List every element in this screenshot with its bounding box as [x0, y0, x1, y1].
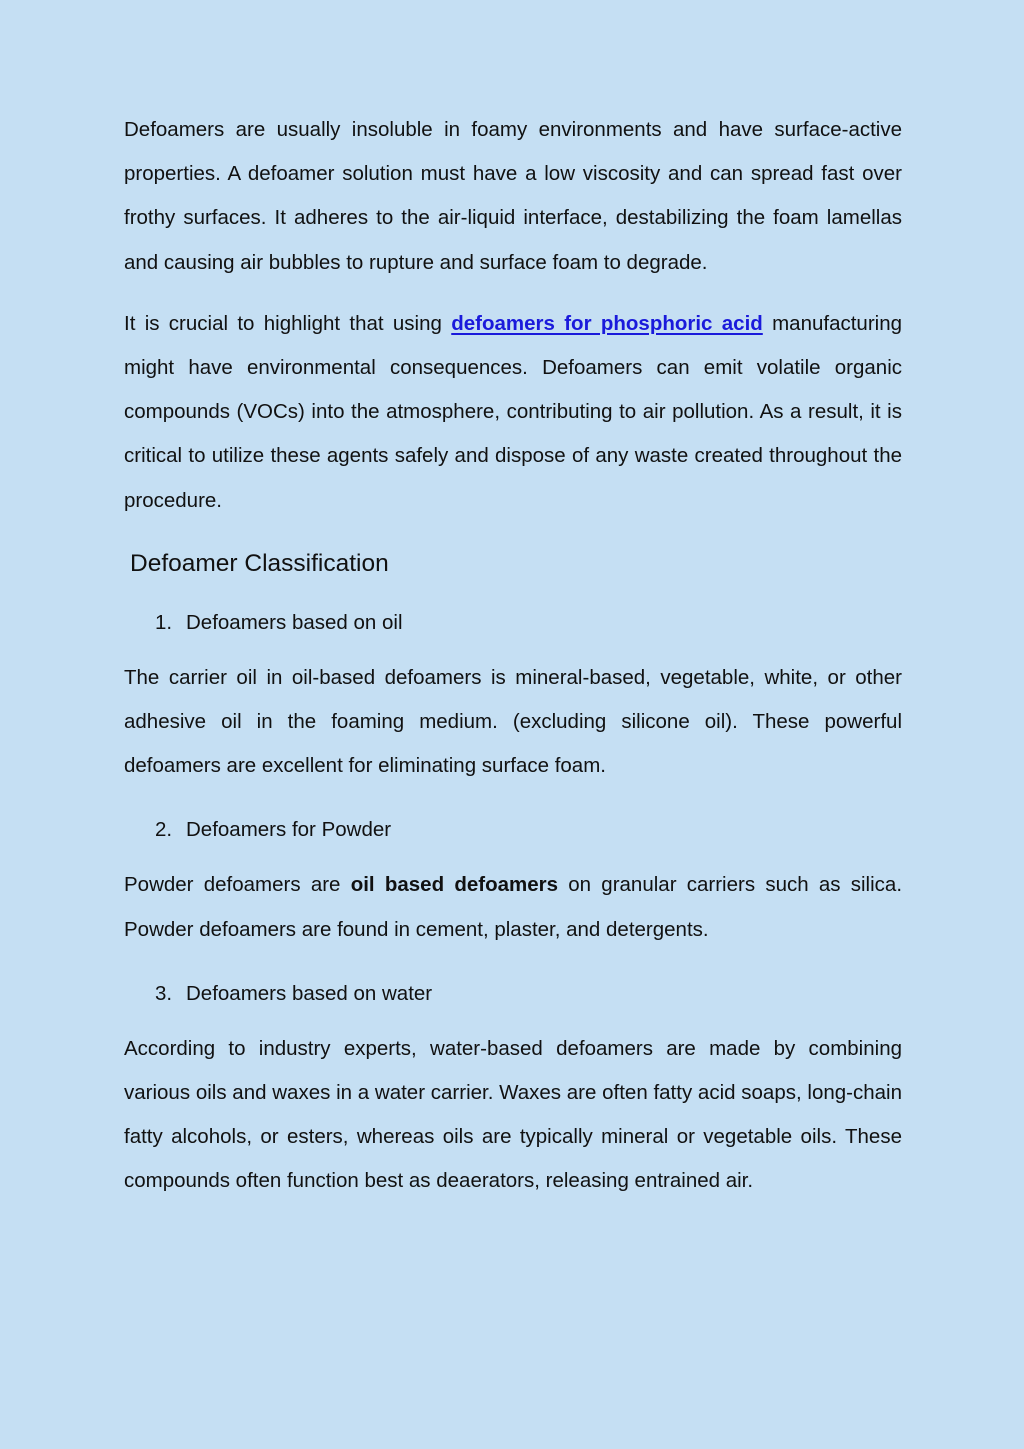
- list-number: 1.: [155, 610, 173, 634]
- section-heading: Defoamer Classification: [130, 549, 389, 577]
- oil-based-defoamers-bold: oil based defoamers: [350, 873, 559, 897]
- defoamers-phosphoric-acid-link[interactable]: defoamers for phosphoric acid: [451, 311, 763, 335]
- water-defoamers-paragraph: According to industry experts, water-based defoamers are made by combining various oils and waxes in a water carrier. Waxes are often fatty acid soaps, long-chain fatty alcohols, or esters, whereas oils are typically mineral or vegetable oils. These compounds often function best as deaerators, releasing entrained air.: [124, 1036, 902, 1193]
- powder-paragraph-rest: on granular carriers such as silica. Powder defoamers are found in cement, plaster, and detergents.: [124, 873, 903, 941]
- list-item-title: Defoamers based on oil: [186, 610, 403, 634]
- list-number: 2.: [155, 818, 173, 842]
- list-item-title: Defoamers for Powder: [186, 818, 392, 842]
- list-item-oil: [155, 603, 902, 643]
- list-item-water: [155, 974, 902, 1014]
- powder-defoamers-paragraph: [124, 863, 902, 951]
- environment-paragraph-rest: manufacturing might have environmental consequences. Defoamers can emit volatile organic compounds (VOCs) into the atmosphere, contributing to air pollution. As a result, it is critical to utilize these agents safely and dispose of any waste created throughout the procedure.: [124, 311, 903, 512]
- list-item-title: Defoamers based on water: [186, 981, 433, 1005]
- environment-paragraph: [124, 302, 902, 523]
- environment-paragraph-lead: It is crucial to highlight that using: [124, 311, 452, 335]
- intro-paragraph: Defoamers are usually insoluble in foamy environments and have surface-active properties. A defoamer solution must have a low viscosity and can spread fast over frothy surfaces. It adheres to the air-liquid interface, destabilizing the foam lamellas and causing air bubbles to rupture and surface foam to degrade.: [124, 118, 902, 274]
- oil-defoamers-paragraph: The carrier oil in oil-based defoamers is mineral-based, vegetable, white, or other adhesive oil in the foaming medium. (excluding silicone oil). These powerful defoamers are excellent for eliminating surface foam.: [124, 665, 902, 778]
- powder-paragraph-lead: Powder defoamers are: [124, 873, 351, 897]
- list-number: 3.: [155, 981, 173, 1005]
- list-item-powder: [155, 810, 902, 850]
